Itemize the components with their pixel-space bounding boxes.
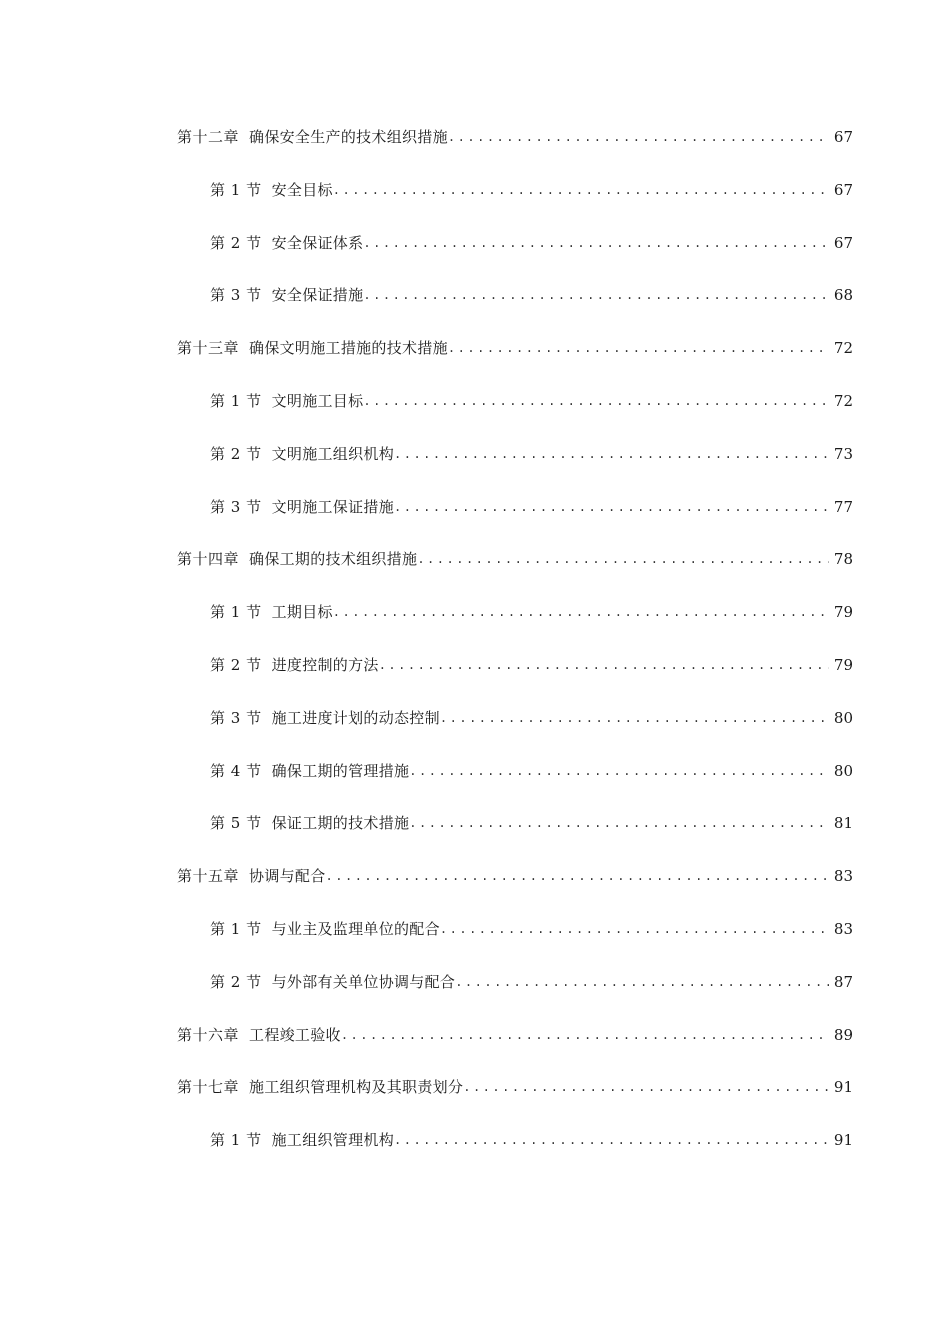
dot-leader bbox=[363, 282, 829, 308]
dot-leader bbox=[333, 599, 829, 625]
toc-entry[interactable] bbox=[0, 124, 950, 177]
toc-page-number: 68 bbox=[833, 286, 853, 305]
toc-entry-number: 第十七章 bbox=[177, 1078, 240, 1097]
toc-entry[interactable] bbox=[0, 282, 950, 335]
toc-entry[interactable] bbox=[0, 652, 950, 705]
toc-entry-text bbox=[210, 599, 333, 625]
toc-entry-title: 与外部有关单位协调与配合 bbox=[271, 972, 456, 991]
toc-entry[interactable] bbox=[0, 599, 950, 652]
toc-entry[interactable] bbox=[0, 1074, 950, 1127]
toc-entry[interactable] bbox=[0, 546, 950, 599]
toc-page-number: 89 bbox=[833, 1025, 853, 1044]
toc-entry-number: 第 5 节 bbox=[210, 814, 262, 833]
dot-leader bbox=[333, 177, 829, 203]
toc-entry[interactable] bbox=[0, 758, 950, 811]
toc-page-number: 67 bbox=[833, 233, 853, 252]
toc-entry-number: 第十四章 bbox=[177, 550, 240, 569]
toc-entry[interactable] bbox=[0, 969, 950, 1022]
toc-entry-title: 工程竣工验收 bbox=[249, 1025, 341, 1044]
toc-entry-number: 第 2 节 bbox=[210, 972, 262, 991]
toc-entry[interactable] bbox=[0, 916, 950, 969]
toc-entry[interactable] bbox=[0, 863, 950, 916]
toc-entry-text bbox=[177, 124, 448, 150]
toc-entry-title: 施工组织管理机构 bbox=[271, 1131, 394, 1150]
toc-entry-text bbox=[177, 1074, 463, 1100]
toc-entry-text bbox=[177, 546, 417, 572]
dot-leader bbox=[417, 546, 829, 572]
toc-page-number: 72 bbox=[833, 391, 853, 410]
dot-leader bbox=[463, 1074, 829, 1100]
toc-entry-number: 第 3 节 bbox=[210, 497, 262, 516]
toc-entry-number: 第 1 节 bbox=[210, 919, 262, 938]
toc-page-number: 91 bbox=[833, 1078, 853, 1097]
toc-entry-title: 文明施工保证措施 bbox=[271, 497, 394, 516]
dot-leader bbox=[409, 758, 829, 784]
toc-page-number: 77 bbox=[833, 497, 853, 516]
toc-entry-text bbox=[210, 282, 363, 308]
dot-leader bbox=[341, 1022, 829, 1048]
toc-entry-title: 确保工期的管理措施 bbox=[271, 761, 410, 780]
toc-page-number: 67 bbox=[833, 180, 853, 199]
toc-entry-number: 第 3 节 bbox=[210, 286, 262, 305]
toc-entry-text bbox=[210, 388, 363, 414]
toc-entry[interactable] bbox=[0, 230, 950, 283]
toc-entry-title: 文明施工组织机构 bbox=[271, 444, 394, 463]
dot-leader bbox=[326, 863, 829, 889]
toc-entry-text bbox=[210, 1127, 394, 1153]
toc-entry-number: 第十二章 bbox=[177, 128, 240, 146]
toc-entry[interactable] bbox=[0, 388, 950, 441]
toc-page-number: 80 bbox=[833, 761, 853, 780]
toc-entry[interactable] bbox=[0, 1022, 950, 1075]
toc-entry-text bbox=[210, 441, 394, 467]
toc-entry-title: 安全保证体系 bbox=[271, 233, 364, 252]
dot-leader bbox=[440, 705, 829, 731]
toc-entry[interactable] bbox=[0, 441, 950, 494]
toc-entry-title: 与业主及监理单位的配合 bbox=[271, 919, 440, 938]
toc-page-number: 72 bbox=[833, 339, 853, 358]
toc-entry-title: 安全保证措施 bbox=[271, 286, 364, 305]
toc-entry-number: 第 2 节 bbox=[210, 233, 262, 252]
dot-leader bbox=[409, 810, 829, 836]
toc-entry[interactable] bbox=[0, 494, 950, 547]
toc-entry-title: 协调与配合 bbox=[249, 867, 326, 886]
toc-entry-text bbox=[177, 863, 326, 889]
dot-leader bbox=[448, 124, 829, 150]
toc-entry-number: 第十三章 bbox=[177, 339, 240, 358]
toc-page-number: 73 bbox=[833, 444, 853, 463]
toc-entry-text bbox=[210, 916, 440, 942]
toc-entry-title: 工期目标 bbox=[271, 603, 333, 622]
toc-entry-number: 第 2 节 bbox=[210, 444, 262, 463]
toc-entry-text bbox=[210, 177, 333, 203]
toc-entry-number: 第十六章 bbox=[177, 1025, 240, 1044]
toc-entry-title: 施工进度计划的动态控制 bbox=[271, 708, 440, 727]
toc-entry-text bbox=[210, 652, 379, 678]
toc-entry-text bbox=[210, 705, 440, 731]
toc-entry-title: 安全目标 bbox=[271, 180, 333, 199]
toc-entry-number: 第 4 节 bbox=[210, 761, 262, 780]
dot-leader bbox=[394, 1127, 829, 1153]
toc-entry-number: 第 2 节 bbox=[210, 655, 262, 674]
dot-leader bbox=[394, 441, 829, 467]
toc-entry-title: 确保安全生产的技术组织措施 bbox=[249, 128, 448, 146]
dot-leader bbox=[363, 230, 829, 256]
toc-entry[interactable] bbox=[0, 1127, 950, 1180]
dot-leader bbox=[440, 916, 829, 942]
toc-page-number: 81 bbox=[833, 814, 853, 833]
dot-leader bbox=[363, 388, 829, 414]
toc-entry-text bbox=[210, 758, 409, 784]
toc-entry-text bbox=[177, 335, 448, 361]
toc-entry-text bbox=[177, 1022, 341, 1048]
toc-page-number: 78 bbox=[833, 550, 853, 569]
toc-page-number: 79 bbox=[833, 603, 853, 622]
toc-entry-number: 第 1 节 bbox=[210, 1131, 262, 1150]
toc-page-number: 91 bbox=[833, 1131, 853, 1150]
toc-page-number: 79 bbox=[833, 655, 853, 674]
toc-entry-number: 第 1 节 bbox=[210, 180, 262, 199]
dot-leader bbox=[394, 494, 829, 520]
toc-entry[interactable] bbox=[0, 335, 950, 388]
toc-entry-title: 施工组织管理机构及其职责划分 bbox=[249, 1078, 464, 1097]
toc-entry[interactable] bbox=[0, 705, 950, 758]
toc-entry-number: 第 3 节 bbox=[210, 708, 262, 727]
toc-page-number: 87 bbox=[833, 972, 853, 991]
toc-entry-number: 第 1 节 bbox=[210, 603, 262, 622]
toc-entry-number: 第十五章 bbox=[177, 867, 240, 886]
dot-leader bbox=[455, 969, 829, 995]
toc-page-number: 67 bbox=[833, 128, 853, 146]
toc-entry-text bbox=[210, 969, 455, 995]
toc-entry-number: 第 1 节 bbox=[210, 391, 262, 410]
toc-page-number: 80 bbox=[833, 708, 853, 727]
toc-entry-title: 文明施工目标 bbox=[271, 391, 364, 410]
toc-entry-text bbox=[210, 494, 394, 520]
dot-leader bbox=[379, 652, 829, 678]
table-of-contents bbox=[0, 124, 950, 1180]
toc-page-number: 83 bbox=[833, 919, 853, 938]
toc-entry-title: 确保工期的技术组织措施 bbox=[249, 550, 418, 569]
toc-entry[interactable] bbox=[0, 810, 950, 863]
toc-entry[interactable] bbox=[0, 177, 950, 230]
dot-leader bbox=[448, 335, 829, 361]
toc-entry-text bbox=[210, 810, 409, 836]
toc-page-number: 83 bbox=[833, 867, 853, 886]
toc-entry-title: 进度控制的方法 bbox=[271, 655, 379, 674]
toc-entry-title: 确保文明施工措施的技术措施 bbox=[249, 339, 448, 358]
toc-entry-text bbox=[210, 230, 363, 256]
toc-entry-title: 保证工期的技术措施 bbox=[271, 814, 410, 833]
